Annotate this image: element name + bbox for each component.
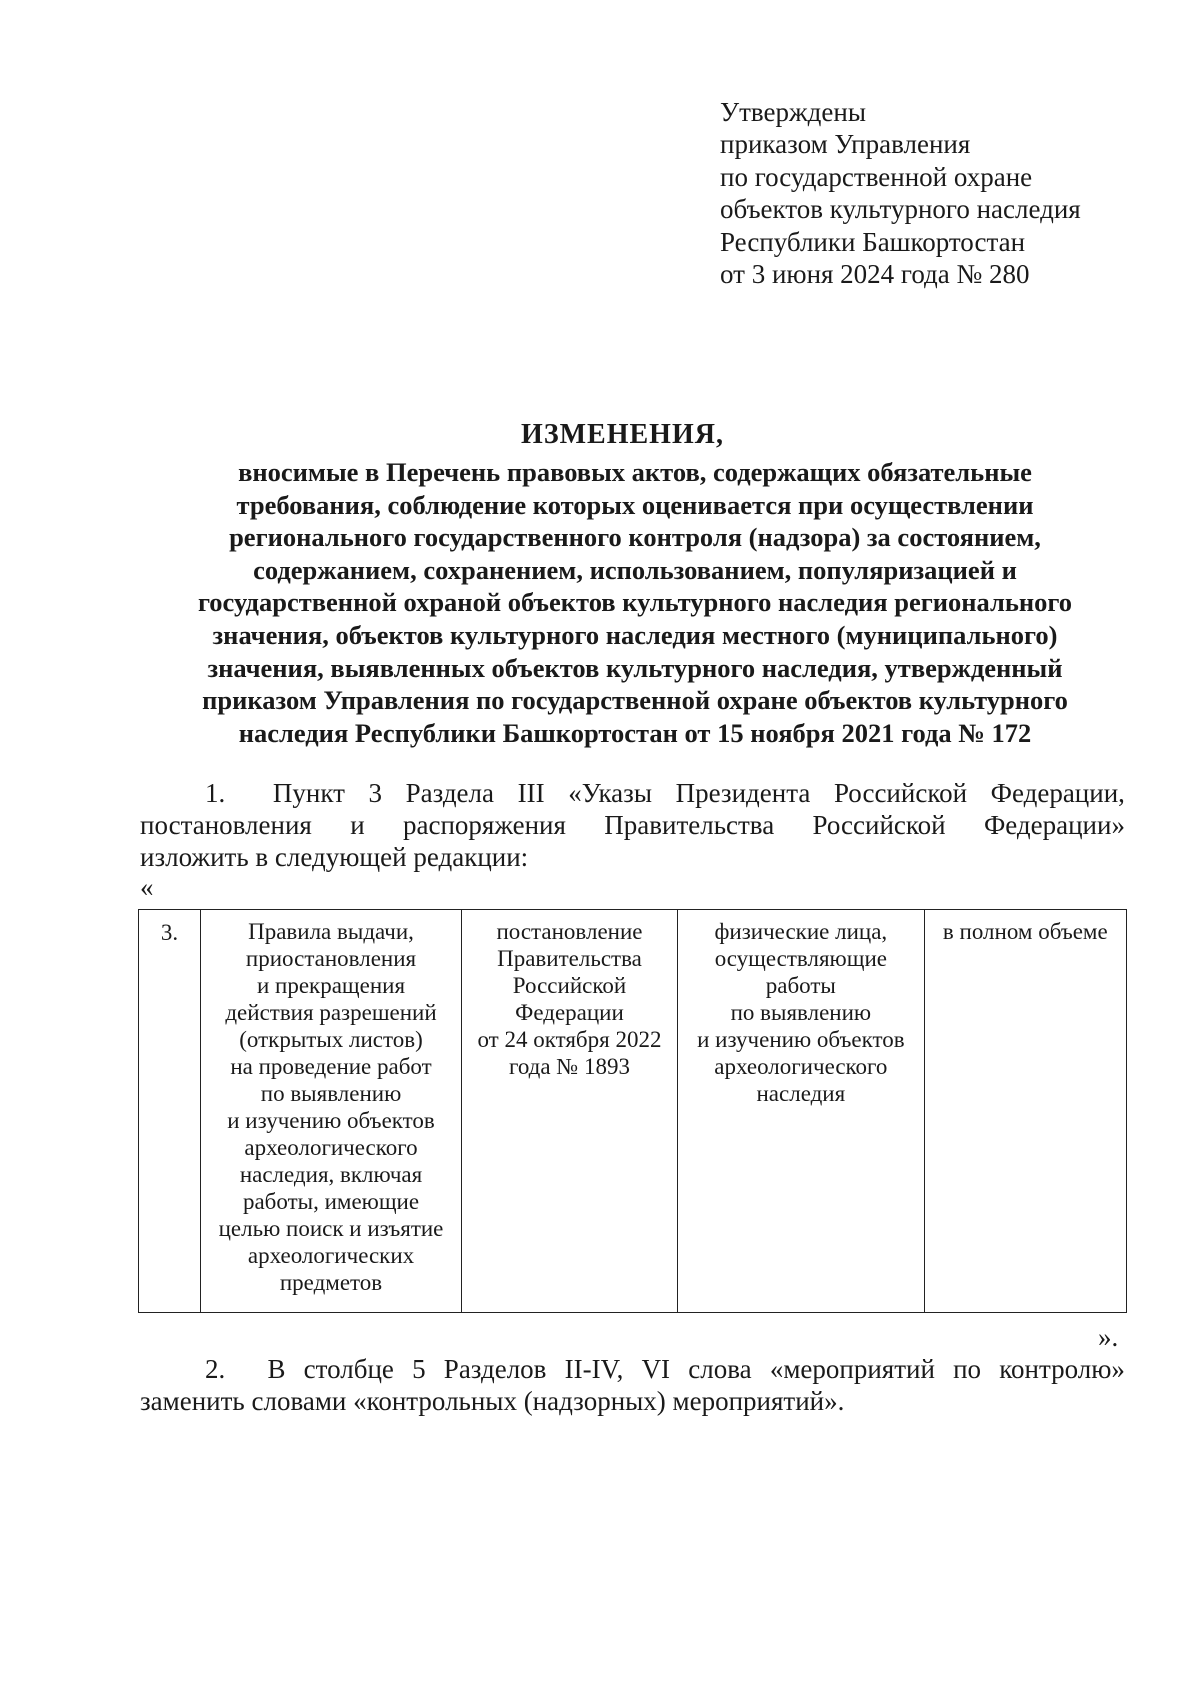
word: Российской: [812, 810, 946, 840]
cell-line: археологического: [244, 1135, 418, 1160]
scope-cell: в полном объеме: [924, 910, 1126, 1313]
word: контролю»: [999, 1354, 1125, 1384]
subtitle-line: значения, выявленных объектов культурного наследия, утвержденный: [207, 652, 1063, 683]
cell-line: предметов: [279, 1270, 383, 1295]
subtitle-line: наследия Республики Башкортостан от 15 ноября 2021 года № 172: [238, 717, 1032, 748]
legal-act-cell: [461, 910, 677, 1313]
word: Федерации,: [990, 778, 1125, 808]
table-row: [139, 910, 1127, 1313]
word: «Указы: [568, 778, 652, 808]
cell-line: археологического: [714, 1054, 888, 1079]
cell-line: приостановления: [245, 946, 417, 971]
cell-line: года № 1893: [508, 1054, 631, 1079]
word: столбце: [303, 1354, 394, 1384]
approval-line: Утверждены: [720, 97, 866, 127]
word: Правительства: [604, 810, 775, 840]
subtitle-line: регионального государственного контроля (надзора) за состоянием,: [229, 522, 1041, 553]
subjects-cell: [678, 910, 925, 1313]
cell-line: физические лица,: [714, 919, 888, 944]
cell-line: на проведение работ: [230, 1054, 432, 1079]
cell-line: и изучению объектов: [227, 1108, 435, 1133]
approval-line: от 3 июня 2024 года № 280: [720, 259, 1030, 290]
paragraph-1: [140, 777, 1125, 873]
word: Российской: [833, 778, 968, 808]
cell-line: действия разрешений: [225, 1000, 437, 1025]
cell-line: и изучению объектов: [697, 1027, 905, 1052]
opening-quote: «: [140, 872, 154, 902]
word: Президента: [675, 778, 811, 808]
cell-line: по выявлению: [730, 1000, 872, 1025]
cell-line: осуществляющие: [714, 946, 887, 971]
word: «мероприятий: [769, 1354, 935, 1384]
paragraph-number: 1.: [205, 778, 226, 808]
cell-line: (открытых листов): [239, 1027, 423, 1052]
cell-line: от 24 октября 2022: [477, 1027, 662, 1052]
cell-line: и прекращения: [256, 973, 406, 998]
word: 3: [368, 778, 383, 808]
cell-line: наследия: [756, 1081, 846, 1106]
cell-line: Правительства: [497, 946, 642, 971]
word: Пункт: [272, 778, 345, 808]
paragraph-2-line-1: [140, 1353, 1125, 1385]
word: Раздела: [405, 778, 494, 808]
cell-line: Российской: [512, 973, 627, 998]
cell-line: постановление: [496, 919, 643, 944]
paragraph-1-line-3: изложить в следующей редакции:: [140, 842, 529, 872]
word: постановления: [140, 810, 312, 840]
cell-line: Федерации: [515, 1000, 624, 1025]
closing-quote: ».: [1098, 1322, 1119, 1352]
cell-line: археологических: [247, 1243, 415, 1268]
subtitle-line: значения, объектов культурного наследия местного (муниципального): [212, 619, 1058, 650]
paragraph-1-line-2: [140, 809, 1125, 841]
paragraph-2: [140, 1353, 1125, 1417]
subtitle-line: государственной охраной объектов культурного наследия регионального: [197, 587, 1073, 618]
approval-line: Республики Башкортостан: [720, 226, 1026, 257]
subtitle-line: требования, соблюдение которых оценивается при осуществлении: [236, 489, 1034, 520]
word: II-IV,: [564, 1354, 624, 1384]
paragraph-number: 2.: [205, 1354, 226, 1384]
approval-block: [720, 96, 1081, 290]
word: VI: [641, 1354, 671, 1384]
approval-line: объектов культурного наследия: [720, 194, 1081, 225]
paragraph-1-line-1: [140, 777, 1125, 809]
cell-line: Правила выдачи,: [248, 919, 414, 944]
subtitle-line: приказом Управления по государственной охране объектов культурного: [202, 685, 1068, 716]
subtitle-line: содержанием, сохранением, использованием, популяризацией и: [253, 554, 1017, 585]
subtitle-line: вносимые в Перечень правовых актов, содержащих обязательные: [238, 457, 1032, 487]
item-name-cell: [201, 910, 462, 1313]
cell-line: наследия, включая: [239, 1162, 423, 1187]
word: слова: [688, 1354, 752, 1384]
word: по: [953, 1354, 982, 1384]
cell-line: по выявлению: [260, 1081, 402, 1106]
cell-line: работы, имеющие: [242, 1189, 420, 1214]
document-heading: ИЗМЕНЕНИЯ,: [521, 419, 724, 450]
document-subtitle: [155, 456, 1115, 749]
cell-line: целью поиск и изъятие: [218, 1216, 444, 1241]
amendment-table: [138, 909, 1127, 1313]
word: В: [267, 1354, 286, 1384]
word: Федерации»: [983, 810, 1125, 840]
approval-line: приказом Управления: [720, 129, 971, 160]
paragraph-2-line-2: заменить словами «контрольных (надзорных) мероприятий».: [140, 1386, 845, 1416]
word: и: [350, 810, 365, 840]
row-number-cell: 3.: [139, 910, 201, 1313]
approval-line: по государственной охране: [720, 161, 1033, 192]
word: Разделов: [443, 1354, 547, 1384]
word: III: [517, 778, 545, 808]
word: распоряжения: [402, 810, 566, 840]
cell-line: работы: [765, 973, 836, 998]
word: 5: [412, 1354, 426, 1384]
